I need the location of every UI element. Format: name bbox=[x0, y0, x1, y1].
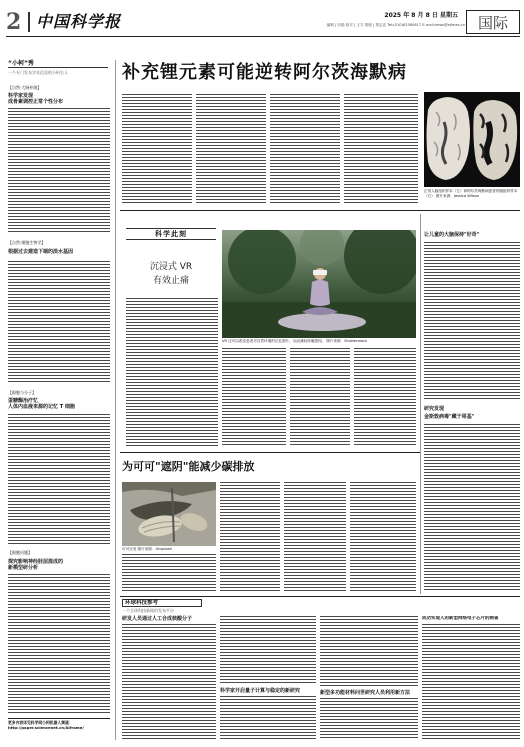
sidebar-item-body bbox=[8, 574, 110, 714]
sidebar-footer-link[interactable]: 更多内容详见科学网小柯机器人频道： http://paper.sciencenet.cn/Aiframe/ bbox=[8, 720, 84, 730]
sidebar-item-title: 科学家发现 成骨素调控正常个性分布 bbox=[8, 93, 64, 105]
carbon-article-column bbox=[220, 482, 280, 592]
vr-subhead-2: 有效止痛 bbox=[152, 276, 189, 286]
right-brief-title: 让儿童的大脑保持"好奇" bbox=[424, 232, 480, 238]
main-article-column bbox=[122, 94, 192, 204]
sidebar-divider bbox=[115, 60, 116, 740]
sidebar-item-tag: 【自然·大肠杆菌】 bbox=[8, 85, 42, 90]
sidebar-column-title: “小柯”秀 bbox=[8, 61, 108, 68]
vr-article-column bbox=[126, 298, 218, 446]
cocoa-pod-photo bbox=[122, 482, 216, 546]
sidebar-item-title: 探究影响神经胚层混成的 新模型研分析 bbox=[8, 559, 64, 571]
main-article-column bbox=[270, 94, 340, 204]
sidebar-item-title: 根据过去建造下端的淡水基因 bbox=[8, 249, 74, 255]
bottom-article-column bbox=[320, 698, 418, 740]
bottom-headline: 科学家开启量子计算与稳定的新研究 bbox=[220, 688, 301, 694]
bottom-article-column bbox=[220, 616, 316, 684]
bottom-article-column bbox=[220, 696, 316, 740]
date-line: 2025 年 8 月 8 日 星期五 bbox=[384, 12, 458, 19]
sidebar-item-tag: 【细胞问题】 bbox=[8, 550, 32, 555]
bottom-article-column bbox=[320, 616, 418, 686]
sidebar-item-body bbox=[8, 108, 110, 233]
bottom-column-tagline: 一个全球科技新闻的发布平台 bbox=[122, 608, 174, 613]
page-number-rule bbox=[28, 12, 30, 32]
carbon-article-column bbox=[122, 554, 216, 592]
main-article-column bbox=[196, 94, 266, 204]
vr-column-label: 科学此刻 bbox=[126, 228, 216, 240]
sidebar-item-tag: 【自然·细胞生物学】 bbox=[8, 240, 46, 245]
right-column-divider bbox=[420, 214, 421, 594]
bottom-headline: 新型多功能材料问世研究人员利用新方法 bbox=[320, 690, 411, 696]
sidebar-item-body bbox=[8, 414, 110, 544]
bottom-headline: 研发人员通过人工合成核酸分子 bbox=[122, 616, 193, 622]
section-tab: 国际 bbox=[466, 10, 520, 34]
right-brief-body bbox=[424, 242, 520, 400]
right-brief-subtitle: 金斯敦病毒"藏于哥基" bbox=[424, 414, 475, 420]
sidebar-item-title: 蛋糖酶治疗忆 人体内血液来源的记忆 T 细胞 bbox=[8, 398, 75, 410]
sidebar-column-tagline: 一个专门发布学术信息的小柯名人 bbox=[8, 70, 68, 75]
info-line: 编辑 | 田瑞 校对 | 王方 排版 | 贾志忠 Tel:(010)62580617 E-mail:news@stimes.cn bbox=[326, 23, 465, 27]
carbon-article-column bbox=[350, 482, 416, 592]
sidebar-footer-rule bbox=[8, 718, 110, 719]
carbon-article-column bbox=[284, 482, 346, 592]
vr-section-bottom-rule bbox=[120, 452, 420, 453]
sidebar-item-body bbox=[8, 261, 110, 383]
bottom-column-label: 环球科技参考 bbox=[122, 599, 202, 607]
brain-photo-caption: 正常人脑组织样本（左）和阿尔茨海默病患者的脑组织样本（右） 图片来源：Jessica Wilson bbox=[424, 189, 518, 198]
vr-photo-caption: VR 还可以改变患者对自然环境的记忆图片，从而减轻疼痛感知。 图片来源：Shutterstock bbox=[222, 339, 368, 343]
bottom-article-column bbox=[122, 624, 216, 740]
right-brief-subtitle: 研究发现 bbox=[424, 406, 445, 412]
cocoa-photo-caption: 可可豆荚 图片来源：Unsplash bbox=[122, 547, 172, 551]
bottom-headline: 成功实现人的新型网络电子芯片的制备 bbox=[422, 616, 499, 621]
vr-article-column bbox=[290, 348, 350, 446]
vr-article-column bbox=[222, 348, 286, 446]
paper-name-logo: 中国科学报 bbox=[36, 12, 122, 31]
vr-article-column bbox=[354, 348, 416, 446]
main-article-column bbox=[344, 94, 418, 204]
bottom-article-column bbox=[422, 624, 520, 740]
vr-subhead-1: 沉浸式 VR bbox=[149, 262, 193, 272]
bottom-section-rule bbox=[120, 596, 520, 597]
brain-photo bbox=[424, 92, 520, 187]
sidebar-item-tag: 【细胞与分子】 bbox=[8, 390, 36, 395]
main-headline: 补充锂元素可能逆转阿尔茨海默病 bbox=[122, 62, 407, 83]
masthead-rule bbox=[6, 36, 520, 37]
right-brief-body bbox=[424, 424, 520, 590]
carbon-headline: 为可可"遮阴"能减少碳排放 bbox=[122, 460, 255, 473]
vr-meditation-photo bbox=[222, 230, 416, 338]
page-number: 2 bbox=[6, 9, 22, 35]
main-article-bottom-rule bbox=[120, 210, 520, 211]
